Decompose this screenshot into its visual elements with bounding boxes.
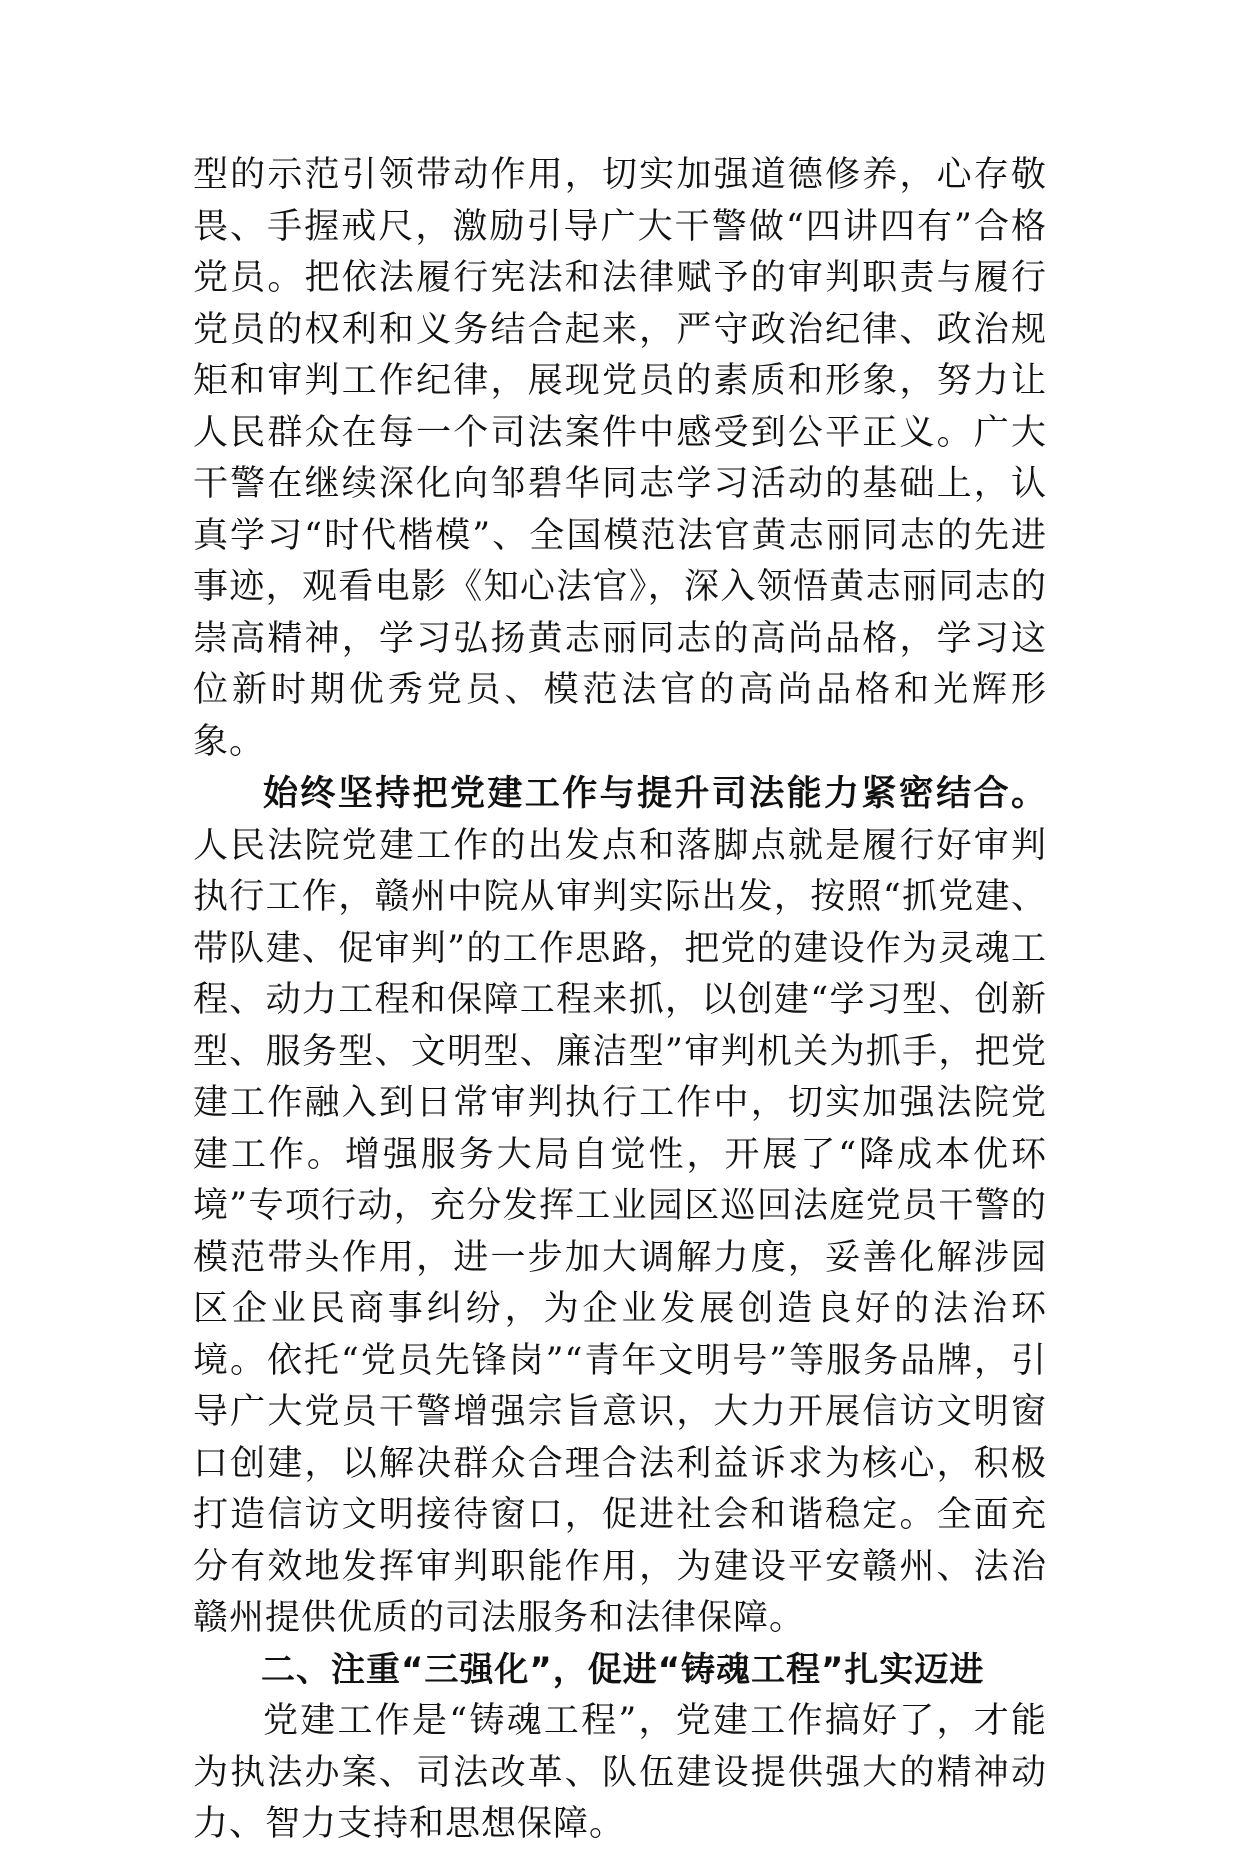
paragraph-party-building-judicial-capacity (193, 768, 1047, 1645)
section-heading: 二、注重“三强化”，促进“铸魂工程”扎实迈进 (261, 1649, 985, 1690)
paragraph-body-text: 人民法院党建工作的出发点和落脚点就是履行好审判执行工作，赣州中院从审判实际出发，按照“抓党建、带队建、促审判”的工作思路，把党的建设作为灵魂工程、动力工程和保障工程来抓，以创建“学习型、创新型、服务型、文明型、廉洁型”审判机关为抓手，把党建工作融入到日常审判执行工作中，切实加强法院党建工作。增强服务大局自觉性，开展了“降成本优环境”专项行动，充分发挥工业园区巡回法庭党员干警的模范带头作用，进一步加大调解力度，妥善化解涉园区企业民商事纠纷，为企业发展创造良好的法治环境。依托“党员先锋岗”“青年文明号”等服务品牌，引导广大党员干警增强宗旨意识，大力开展信访文明窗口创建，以解决群众合理合法利益诉求为核心，积极打造信访文明接待窗口，促进社会和谐稳定。全面充分有效地发挥审判职能作用，为建设平安赣州、法治赣州提供优质的司法服务和法律保障。 (193, 825, 1047, 1638)
paragraph-soul-project: 党建工作是“铸魂工程”，党建工作搞好了，才能为执法办案、司法改革、队伍建设提供强大的精神动力、智力支持和思想保障。 (193, 1701, 1047, 1844)
paragraph-lead-sentence: 始终坚持把党建工作与提升司法能力紧密结合。 (263, 773, 1047, 814)
document-body (193, 150, 1047, 1851)
paragraph-continued: 型的示范引领带动作用，切实加强道德修养，心存敬畏、手握戒尺，激励引导广大干警做“四讲四有”合格党员。把依法履行宪法和法律赋予的审判职责与履行党员的权利和义务结合起来，严守政治纪律、政治规矩和审判工作纪律，展现党员的素质和形象，努力让人民群众在每一个司法案件中感受到公平正义。广大干警在继续深化向邹碧华同志学习活动的基础上，认真学习“时代楷模”、全国模范法官黄志丽同志的先进事迹，观看电影《知心法官》，深入领悟黄志丽同志的崇高精神，学习弘扬黄志丽同志的高尚品格，学习这位新时期优秀党员、模范法官的高尚品格和光辉形象。 (193, 155, 1047, 762)
